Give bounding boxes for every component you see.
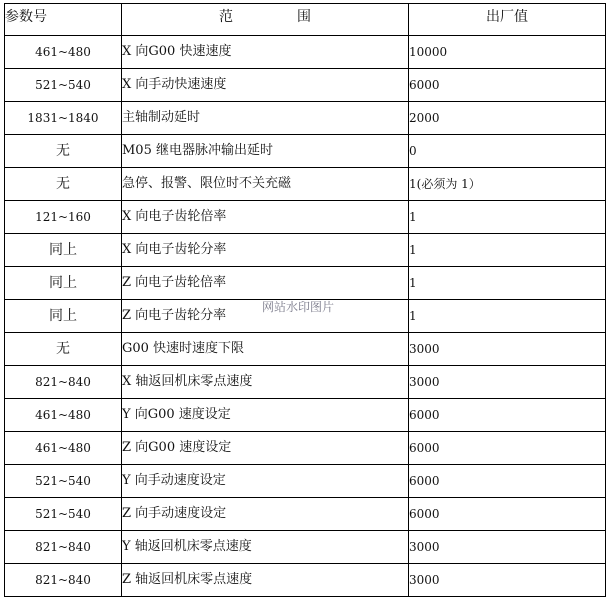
column-header-range <box>122 4 409 36</box>
param-cell: 461~480 <box>5 432 122 465</box>
param-cell: 821~840 <box>5 366 122 399</box>
param-cell: 同上 <box>5 234 122 267</box>
value-cell: 6000 <box>409 399 606 432</box>
param-cell: 无 <box>5 168 122 201</box>
column-header-param: 参数号 <box>5 4 122 36</box>
table-row <box>5 36 606 69</box>
param-cell: 121~160 <box>5 201 122 234</box>
range-cell: X 向G00 快速速度 <box>122 36 409 69</box>
value-cell: 1(必须为 1） <box>409 168 606 201</box>
value-cell: 10000 <box>409 36 606 69</box>
table-row <box>5 102 606 135</box>
param-cell: 521~540 <box>5 498 122 531</box>
param-cell: 1831~1840 <box>5 102 122 135</box>
value-cell: 3000 <box>409 366 606 399</box>
value-cell: 1 <box>409 300 606 333</box>
table-row <box>5 267 606 300</box>
table-row <box>5 498 606 531</box>
range-cell: X 向电子齿轮分率 <box>122 234 409 267</box>
range-cell: G00 快速时速度下限 <box>122 333 409 366</box>
param-cell: 461~480 <box>5 399 122 432</box>
table-row <box>5 564 606 597</box>
range-cell: X 向手动快速速度 <box>122 69 409 102</box>
param-cell: 无 <box>5 333 122 366</box>
table-row <box>5 168 606 201</box>
table-row <box>5 333 606 366</box>
range-cell: Z 向电子齿轮分率 <box>122 300 409 333</box>
value-cell: 3000 <box>409 333 606 366</box>
value-cell: 0 <box>409 135 606 168</box>
param-cell: 461~480 <box>5 36 122 69</box>
range-cell: Z 轴返回机床零点速度 <box>122 564 409 597</box>
range-cell: 急停、报警、限位时不关充磁 <box>122 168 409 201</box>
table-row <box>5 135 606 168</box>
range-cell: Y 向手动速度设定 <box>122 465 409 498</box>
param-cell: 521~540 <box>5 69 122 102</box>
table-row <box>5 234 606 267</box>
range-cell: Z 向手动速度设定 <box>122 498 409 531</box>
value-cell: 6000 <box>409 465 606 498</box>
table-row <box>5 531 606 564</box>
table-row <box>5 399 606 432</box>
value-cell: 6000 <box>409 432 606 465</box>
value-cell: 3000 <box>409 564 606 597</box>
range-cell: Y 轴返回机床零点速度 <box>122 531 409 564</box>
table-row <box>5 201 606 234</box>
param-cell: 同上 <box>5 267 122 300</box>
range-cell: 主轴制动延时 <box>122 102 409 135</box>
range-cell: Y 向G00 速度设定 <box>122 399 409 432</box>
column-header-range-part1: 范 <box>219 9 233 25</box>
param-cell: 无 <box>5 135 122 168</box>
table-row <box>5 366 606 399</box>
watermark-text: 网站水印图片 <box>262 300 335 314</box>
range-cell: Z 向G00 速度设定 <box>122 432 409 465</box>
range-cell: Z 向电子齿轮倍率 <box>122 267 409 300</box>
range-cell: M05 继电器脉冲输出延时 <box>122 135 409 168</box>
table-row <box>5 432 606 465</box>
value-cell: 3000 <box>409 531 606 564</box>
param-cell: 521~540 <box>5 465 122 498</box>
table-header-row <box>5 4 606 36</box>
range-cell: X 轴返回机床零点速度 <box>122 366 409 399</box>
value-cell: 1 <box>409 267 606 300</box>
value-cell: 1 <box>409 201 606 234</box>
column-header-value: 出厂值 <box>409 4 606 36</box>
param-cell: 821~840 <box>5 564 122 597</box>
param-cell: 同上 <box>5 300 122 333</box>
column-header-range-part2: 围 <box>297 9 311 25</box>
value-cell: 2000 <box>409 102 606 135</box>
value-cell: 6000 <box>409 498 606 531</box>
table-row <box>5 465 606 498</box>
param-cell: 821~840 <box>5 531 122 564</box>
value-cell: 6000 <box>409 69 606 102</box>
table-row <box>5 69 606 102</box>
range-cell: X 向电子齿轮倍率 <box>122 201 409 234</box>
value-cell: 1 <box>409 234 606 267</box>
